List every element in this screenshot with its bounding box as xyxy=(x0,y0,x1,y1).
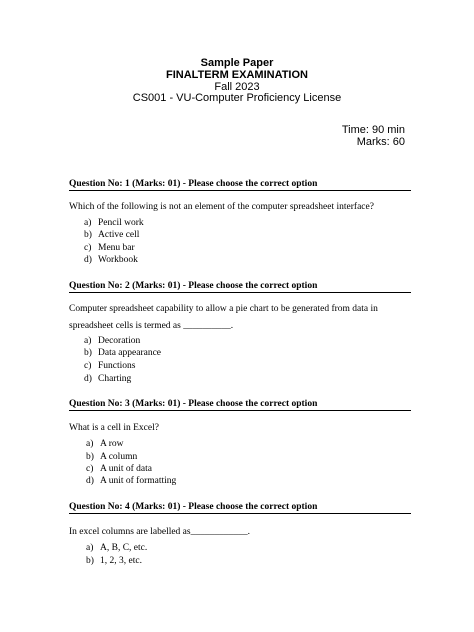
exam-term: Fall 2023 xyxy=(214,81,260,93)
option-letter: d) xyxy=(84,255,92,265)
option-letter: b) xyxy=(86,452,94,462)
option-text: 1, 2, 3, etc. xyxy=(100,556,142,566)
option-letter: a) xyxy=(84,218,92,228)
exam-marks: Marks: 60 xyxy=(356,136,405,148)
option-letter: c) xyxy=(86,464,94,474)
option-letter: b) xyxy=(84,348,92,358)
option-text: Menu bar xyxy=(98,243,135,253)
option-letter: c) xyxy=(84,243,92,253)
exam-time: Time: 90 min xyxy=(341,124,405,136)
option xyxy=(86,542,147,554)
option xyxy=(84,360,135,372)
option-letter: c) xyxy=(84,361,92,371)
exam-title: FINALTERM EXAMINATION xyxy=(166,69,308,81)
option-letter: b) xyxy=(86,556,94,566)
option xyxy=(86,475,176,487)
option-text: A, B, C, etc. xyxy=(100,543,148,553)
question-text: In excel columns are labelled as____________. xyxy=(69,527,250,537)
option xyxy=(84,242,135,254)
option xyxy=(86,555,142,567)
option-text: Charting xyxy=(98,374,132,384)
option-letter: d) xyxy=(84,374,92,384)
paper-title: Sample Paper xyxy=(200,57,274,69)
option-text: Workbook xyxy=(98,255,138,265)
question-text: Computer spreadsheet capability to allow a pie chart to be generated from data in xyxy=(69,304,378,314)
option-letter: b) xyxy=(84,230,92,240)
option xyxy=(86,451,137,463)
option-text: Pencil work xyxy=(98,218,144,228)
option-letter: a) xyxy=(84,336,92,346)
question-heading: Question No: 2 (Marks: 01) - Please choose the correct option xyxy=(69,280,411,293)
course-title: CS001 - VU-Computer Proficiency License xyxy=(132,92,342,104)
question-heading: Question No: 3 (Marks: 01) - Please choose the correct option xyxy=(69,398,411,411)
option xyxy=(84,373,131,385)
option-text: Active cell xyxy=(98,230,140,240)
option xyxy=(84,254,138,266)
option xyxy=(84,217,144,229)
question-heading: Question No: 4 (Marks: 01) - Please choose the correct option xyxy=(69,501,411,514)
option xyxy=(84,229,139,241)
option-letter: d) xyxy=(86,476,94,486)
question-text: What is a cell in Excel? xyxy=(69,423,159,433)
option-text: A column xyxy=(100,452,138,462)
option-text: A row xyxy=(100,439,124,449)
option xyxy=(84,347,161,359)
option-text: Decoration xyxy=(98,336,141,346)
option xyxy=(86,438,124,450)
option-letter: a) xyxy=(86,543,94,553)
option-text: A unit of formatting xyxy=(100,476,177,486)
option xyxy=(86,463,152,475)
option-letter: a) xyxy=(86,439,94,449)
option xyxy=(84,335,140,347)
option-text: Functions xyxy=(98,361,136,371)
option-text: A unit of data xyxy=(100,464,152,474)
question-text: spreadsheet cells is termed as __________. xyxy=(69,321,234,331)
question-text: Which of the following is not an element of the computer spreadsheet interface? xyxy=(69,202,374,212)
option-text: Data appearance xyxy=(98,348,162,358)
question-heading: Question No: 1 (Marks: 01) - Please choose the correct option xyxy=(69,178,411,191)
